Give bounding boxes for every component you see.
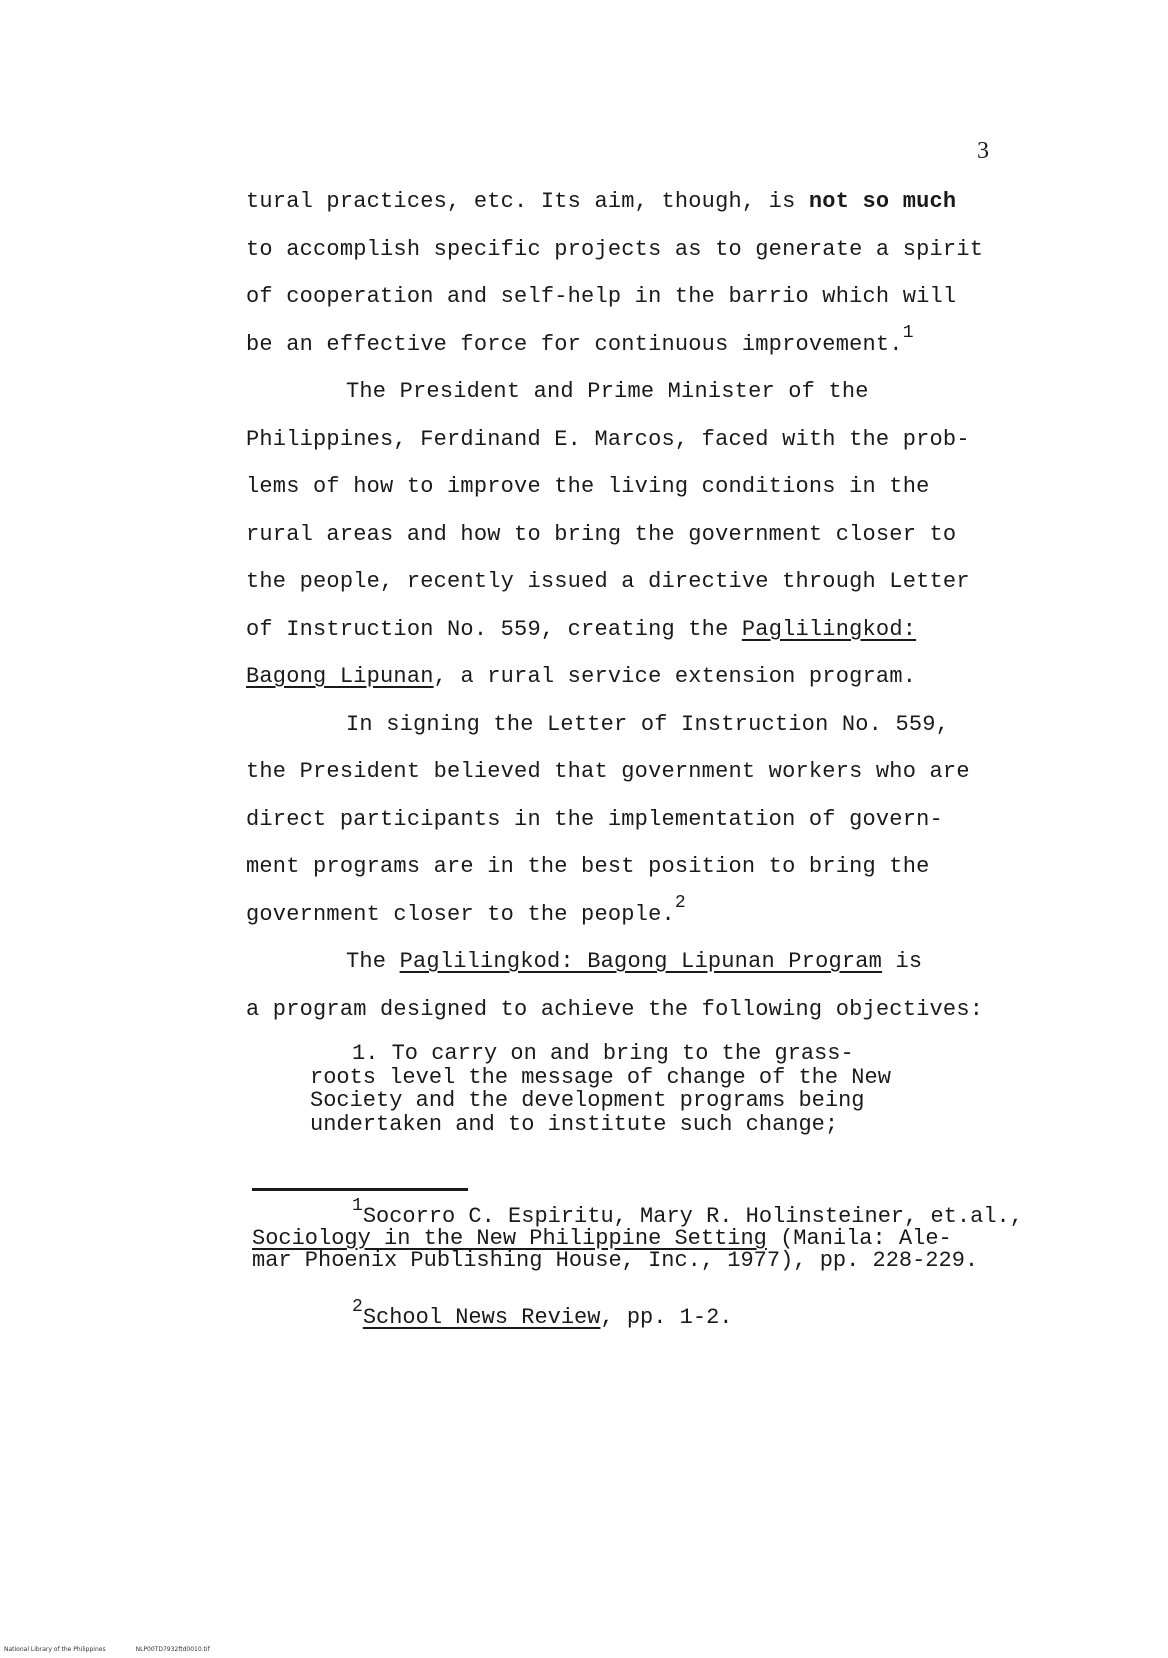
footnote-ref-1: 1 bbox=[902, 323, 914, 344]
footnote-1-line-3: mar Phoenix Publishing House, Inc., 1977), pp. 228-229. bbox=[252, 1248, 979, 1273]
emphasis-not-so-much: not so much bbox=[808, 189, 957, 214]
paragraph-2-line-6: of Instruction No. 559, creating the Paglilingkod: bbox=[246, 616, 917, 642]
objective-number: 1. bbox=[352, 1041, 379, 1066]
paragraph-3-line-5: government closer to the people.$^2$ bbox=[246, 893, 686, 927]
objective-item-1 bbox=[310, 1042, 1030, 1136]
paragraph-2-line-7: Bagong Lipunan, a rural service extension program. bbox=[246, 664, 917, 689]
objective-item-1-line-4: undertaken and to institute such change; bbox=[310, 1111, 839, 1137]
paragraph-3-line-3: direct participants in the implementation of govern- bbox=[246, 806, 943, 832]
program-title-part-1: Paglilingkod: bbox=[741, 616, 917, 642]
body-line-2: to accomplish specific projects as to generate a spirit bbox=[246, 236, 984, 262]
paragraph-2-line-5: the people, recently issued a directive through Letter bbox=[246, 569, 970, 594]
archive-label bbox=[4, 1646, 210, 1653]
footnote-1-line-1: $^1$Socorro C. Espiritu, Mary R. Holinsteiner, et.al., bbox=[352, 1195, 1023, 1229]
body-line-3: of cooperation and self-help in the barrio which will bbox=[246, 284, 957, 309]
paragraph-3-line-2: the President believed that government workers who are bbox=[246, 759, 970, 784]
objective-item-1-line-2: roots level the message of change of the New bbox=[310, 1064, 891, 1090]
body-line-1: tural practices, etc. Its aim, though, is not so much bbox=[246, 189, 957, 214]
footnote-1-line-2: Sociology in the New Philippine Setting (Manila: Ale- bbox=[252, 1226, 952, 1251]
paragraph-2-line-2: Philippines, Ferdinand E. Marcos, faced with the prob- bbox=[246, 426, 970, 452]
archive-filename: NLP00TD7932ftd0010.tif bbox=[135, 1646, 210, 1653]
footnote-1-book-title: Sociology in the New Philippine Setting bbox=[252, 1226, 767, 1251]
paragraph-2-line-4: rural areas and how to bring the government closer to bbox=[246, 521, 957, 547]
paragraph-3-line-4: ment programs are in the best position to bring the bbox=[246, 854, 930, 879]
footnote-2: $^2$School News Review, pp. 1-2. bbox=[352, 1296, 733, 1330]
paragraph-2-line-3: lems of how to improve the living conditions in the bbox=[246, 474, 930, 499]
objective-item-1-line-1: 1. To carry on and bring to the grass- bbox=[352, 1041, 854, 1066]
program-title-part-2: Bagong Lipunan bbox=[246, 664, 434, 689]
page-number: 3 bbox=[977, 138, 989, 164]
paragraph-3-line-1: In signing the Letter of Instruction No. 559, bbox=[346, 711, 950, 737]
footnote-ref-2: 2 bbox=[674, 893, 686, 914]
objective-item-1-line-3: Society and the development programs being bbox=[310, 1088, 865, 1113]
archive-library: National Library of the Philippines bbox=[4, 1646, 106, 1653]
paragraph-4-line-2: a program designed to achieve the following objectives: bbox=[246, 996, 984, 1022]
paragraph-2-line-1: The President and Prime Minister of the bbox=[346, 379, 869, 404]
program-name-underlined: Paglilingkod: Bagong Lipunan Program bbox=[399, 949, 883, 974]
footnote-2-title: School News Review bbox=[362, 1305, 601, 1330]
body-text bbox=[246, 178, 1046, 1033]
paragraph-4-line-1: The Paglilingkod: Bagong Lipunan Program is bbox=[346, 949, 923, 974]
footnote-1-marker: 1 bbox=[352, 1195, 363, 1216]
footnote-2-marker: 2 bbox=[352, 1296, 363, 1317]
body-line-4: be an effective force for continuous improvement.$^1$ bbox=[246, 323, 914, 357]
footnote-1 bbox=[252, 1195, 1072, 1273]
footnote-divider bbox=[252, 1188, 468, 1191]
